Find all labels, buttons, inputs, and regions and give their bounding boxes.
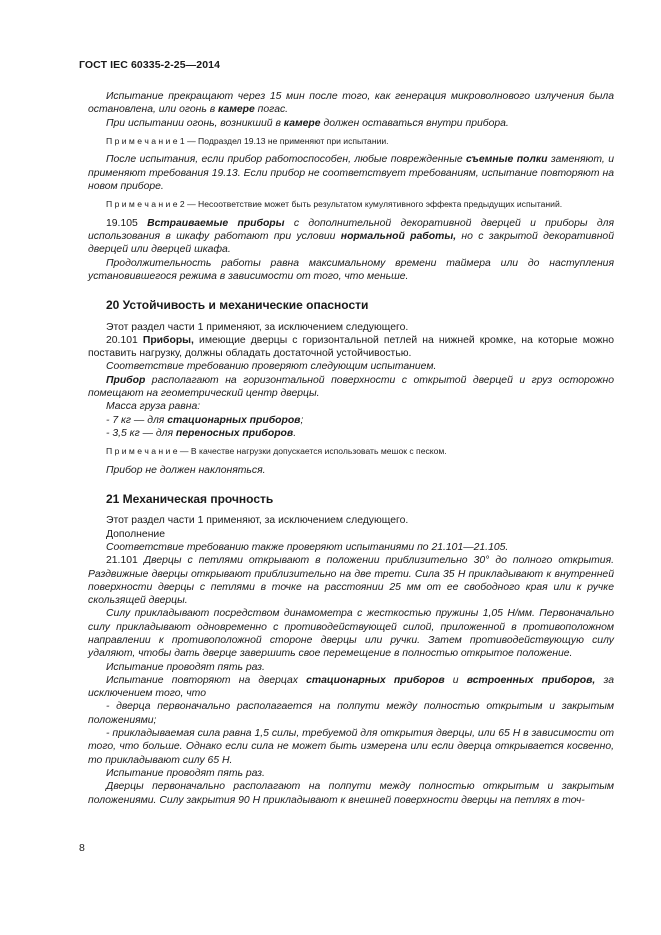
text: - 7 кг — для [106, 414, 168, 426]
text: После испытания, если прибор работоспособен, любые поврежденные [106, 154, 467, 166]
note-label: П р и м е ч а н и е 2 [106, 199, 185, 210]
term: Приборы, [142, 334, 194, 346]
clause-19-105 [88, 217, 614, 257]
paragraph: Прибор не должен наклоняться. [106, 464, 266, 476]
text: . [293, 427, 297, 439]
paragraph: Соответствие требованию проверяют следующим испытанием. [106, 361, 437, 373]
clause-number: 20.101 [106, 334, 143, 346]
text: и [444, 674, 467, 686]
clause-number: 19.105 [106, 217, 148, 229]
paragraph [88, 153, 614, 193]
paragraph: Масса груза равна: [106, 401, 201, 413]
text: При испытании огонь, возникший в [106, 117, 284, 129]
text: погас. [254, 104, 289, 116]
list-item [88, 414, 614, 427]
text: Дверцы с петлями открывают в положении приблизительно 30° до полного открытия. Раздвижные дверцы открывают приблизительно на две трети. Сила 35 Н прикладывают к внутренней поверхности дверцы с петлями в точке на расстоянии 25 мм от ее свободного края или к ручке скользящей дверцы. [88, 555, 615, 607]
paragraph [88, 674, 614, 701]
paragraph: Испытание проводят пять раз. [106, 767, 265, 779]
list-item: - дверца первоначально располагается на полпути между полностью открытым и закрытым положениями; [88, 701, 614, 726]
paragraph: Испытание проводят пять раз. [106, 661, 265, 673]
term: камере [283, 117, 321, 129]
paragraph: Дверцы первоначально располагают на полпути между полностью открытым и закрытым положениями. Силу закрытия 90 Н прикладывают к внешней поверхности дверцы на петлях в точ- [88, 781, 614, 806]
note-text: — Несоответствие может быть результатом кумулятивного эффекта предыдущих испытаний. [184, 199, 563, 210]
clause-21-101 [88, 554, 614, 607]
text: - 3,5 кг — для [106, 427, 176, 439]
paragraph [88, 117, 614, 130]
paragraph: Этот раздел части 1 применяют, за исключением следующего. [106, 321, 409, 333]
paragraph: Дополнение [106, 528, 166, 540]
term: стационарных приборов [306, 674, 445, 686]
text: Испытание повторяют на дверцах [106, 674, 307, 686]
clause-number: 21.101 [106, 555, 144, 567]
term: Прибор [106, 374, 146, 386]
list-item [88, 427, 614, 440]
text: имеющие дверцы с горизонтальной петлей на нижней кромке, на которые можно поставить нагрузку, должны обладать достаточной устойчивостью. [88, 334, 614, 360]
term: встроенных приборов, [466, 674, 596, 686]
paragraph: Силу прикладывают посредством динамометра с жесткостью пружины 1,05 Н/мм. Первоначально силу прикладывают одновременно с противодействующей силой, приложенной в противоположном направлении к противоположной стороне дверцы или ручки. Затем противодействующую силу удаляют, чтобы дать дверце завершить свое перемещение в полностью открытое положение. [88, 608, 614, 660]
term: нормальной работы, [340, 231, 457, 243]
term: съемные полки [466, 154, 548, 166]
section-heading-21: 21 Механическая прочность [106, 492, 274, 507]
note-text: — В качестве нагрузки допускается использовать мешок с песком. [177, 446, 447, 457]
text: Испытание прекращают через 15 мин после того, как генерация микроволнового излучения была остановлена, или огонь в [88, 91, 614, 116]
note [88, 446, 614, 458]
text: должен оставаться внутри прибора. [320, 117, 509, 129]
text: заменяют, и применяют требования 19.13. Если прибор не соответствует требованиям, испытание повторяют на новом приборе. [88, 154, 614, 192]
page-number: 8 [79, 842, 85, 854]
note-text: — Подраздел 19.13 не применяют при испытании. [184, 135, 389, 146]
document-header: ГОСТ IEC 60335-2-25—2014 [79, 59, 221, 71]
text: располагают на горизонтальной поверхности с открытой дверцей и груз осторожно помещают на геометрический центр дверцы. [88, 374, 614, 400]
paragraph: Продолжительность работы равна максимальному времени таймера или до наступления установившегося режима в зависимости от того, что меньше. [88, 257, 614, 282]
term: Встраиваемые приборы [147, 217, 285, 229]
text: с дополнительной декоративной дверцей и приборы для использования в шкафу работают при условии [88, 217, 614, 243]
paragraph [88, 374, 614, 401]
note-label: П р и м е ч а н и е 1 [106, 135, 185, 146]
list-item: - прикладываемая сила равна 1,5 силы, требуемой для открытия дверцы, или 65 Н в зависимости от того, что больше. Однако если сила не может быть измерена или если дверца открывается косвенно, то прикладывают силу 65 Н. [88, 728, 614, 766]
term: камере [218, 104, 255, 116]
text: ; [300, 414, 304, 426]
term: стационарных приборов [167, 414, 301, 426]
term: переносных приборов [175, 427, 294, 439]
note [88, 136, 614, 148]
note-label: П р и м е ч а н и е [106, 446, 178, 457]
section-heading-20: 20 Устойчивость и механические опасности [106, 298, 369, 313]
paragraph [88, 90, 614, 117]
paragraph: Соответствие требованию также проверяют испытаниями по 21.101—21.105. [106, 541, 509, 553]
clause-20-101 [88, 334, 614, 361]
page-body [88, 90, 614, 807]
note [88, 199, 614, 211]
text: но с закрытой декоративной дверцей или дверцей шкафа. [88, 231, 614, 256]
paragraph: Этот раздел части 1 применяют, за исключением следующего. [106, 515, 409, 527]
text: за исключением того, что [88, 674, 614, 700]
